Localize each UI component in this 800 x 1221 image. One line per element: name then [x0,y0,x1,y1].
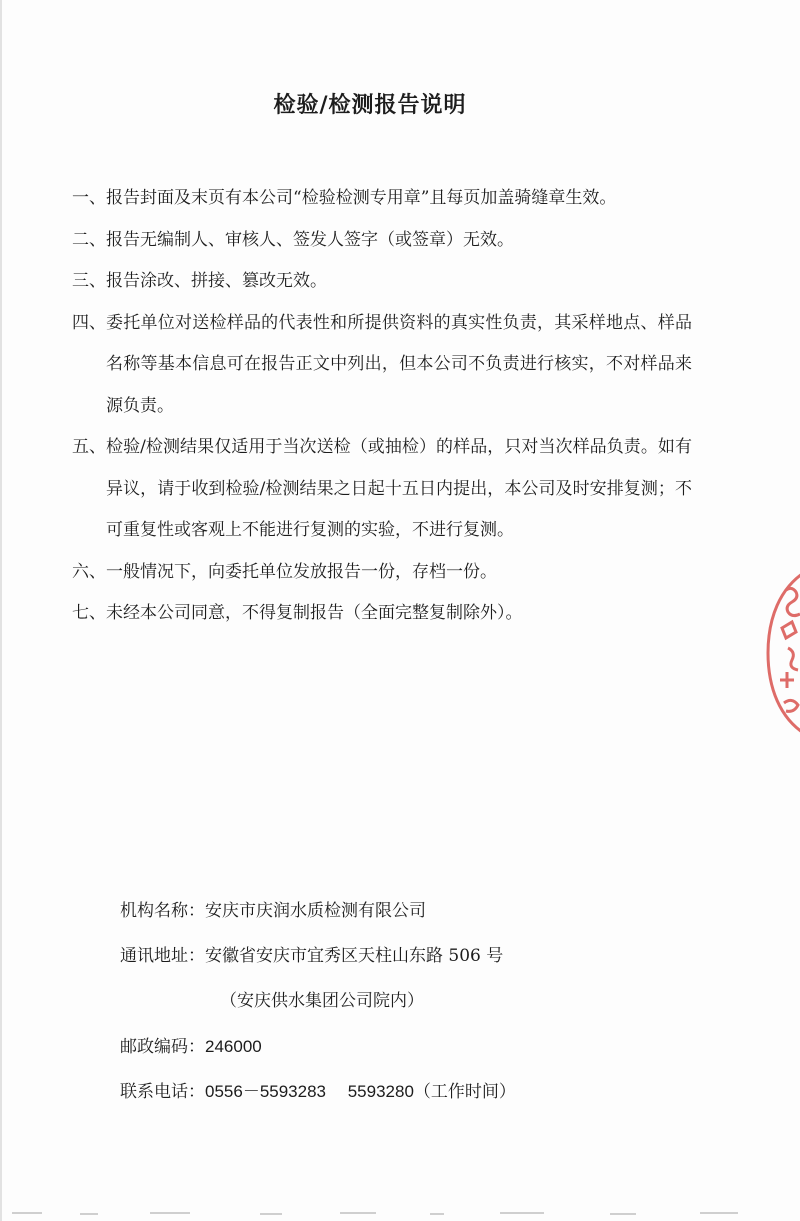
phone-note: （工作时间） [413,1082,516,1102]
clause-text: 检验/检测结果仅适用于当次送检（或抽检）的样品，只对当次样品负责。如有异议，请于收到检验/检测结果之日起十五日内提出，本公司及时安排复测；不可重复性或客观上不能进行复测的实验，不进行复测。 [106,437,692,540]
org-name-label: 机构名称： [120,901,205,921]
clause-text: 报告涂改、拼接、篡改无效。 [106,271,327,291]
clause-text: 报告封面及末页有本公司“检验检测专用章”且每页加盖骑缝章生效。 [106,188,617,208]
address-note-row [120,979,680,1024]
clause-item [72,552,692,594]
org-name-row [120,889,680,934]
postal-code-label: 邮政编码： [120,1037,205,1057]
clause-item [72,303,692,428]
clause-number: 六、 [72,561,106,582]
clause-item [72,427,692,552]
clause-number: 七、 [72,603,106,623]
phone-label: 联系电话： [120,1082,205,1102]
clause-number: 一、 [72,188,106,208]
clause-number: 五、 [72,437,106,457]
scan-edge-line [0,0,2,1221]
clause-list [72,178,692,635]
postal-code-value: 246000 [205,1037,262,1056]
postal-code-row [120,1024,680,1069]
address-label: 通讯地址： [120,946,205,966]
phone-value: 0556－5593283 5593280 [205,1082,414,1101]
document-title: 检验/检测报告说明 [273,93,467,118]
clause-item [72,261,692,303]
red-seal-stamp [760,568,800,738]
clause-text: 未经本公司同意，不得复制报告（全面完整复制除外）。 [106,603,523,623]
clause-item [72,178,692,220]
phone-row [120,1069,680,1114]
clause-number: 三、 [72,271,106,291]
clause-text: 报告无编制人、审核人、签发人签字（或签章）无效。 [106,229,514,250]
clause-number: 二、 [72,229,106,250]
contact-block [120,889,680,1114]
clause-number: 四、 [72,312,106,333]
address-note: （安庆供水集团公司院内） [220,991,424,1011]
org-name-value: 安庆市庆润水质检测有限公司 [205,901,426,921]
scan-noise [0,1206,800,1221]
address-row [120,934,680,979]
address-value: 安徽省安庆市宜秀区天柱山东路 506 号 [205,946,504,966]
clause-text: 委托单位对送检样品的代表性和所提供资料的真实性负责，其采样地点、样品名称等基本信息可在报告正文中列出，但本公司不负责进行核实，不对样品来源负责。 [106,312,692,416]
clause-item [72,593,692,635]
clause-text: 一般情况下，向委托单位发放报告一份，存档一份。 [106,561,497,582]
clause-item [72,220,692,262]
